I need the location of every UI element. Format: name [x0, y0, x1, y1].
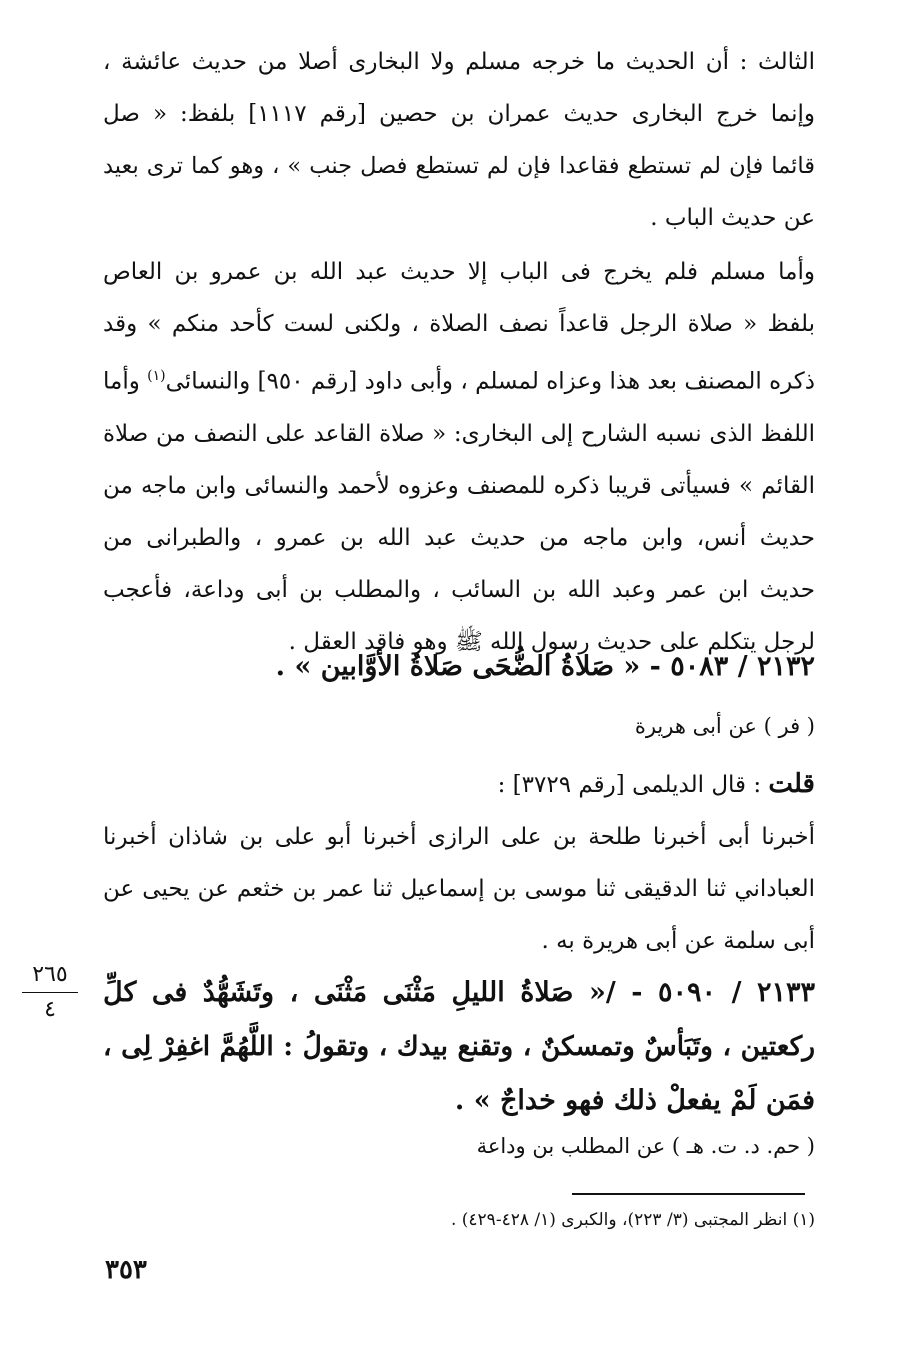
- hadith-heading: ٢١٣٢ / ٥٠٨٣ - « صَلاةُ الضُّحَى صَلاةُ الأوَّابين » .: [275, 651, 815, 682]
- hadith-2132-source-block: [103, 706, 815, 746]
- hadith-2133: [103, 966, 815, 1128]
- footnote: (١) انظر المجتبى (٣/ ٢٢٣)، والكبرى (١/ ٤٢٨-٤٢٩) .: [450, 1210, 815, 1230]
- text-line: أبى سلمة عن أبى هريرة به .: [541, 928, 815, 954]
- margin-reference: [22, 960, 78, 1025]
- text-segment: وأما: [103, 368, 140, 395]
- hadith-source: ( حم. د. ت. هـ ) عن المطلب بن وداعة: [476, 1134, 815, 1158]
- paragraph-2: [103, 246, 815, 668]
- hadith-text-line: ٢١٣٣ / ٥٠٩٠ - /« صَلاةُ الليلِ مَثْنَى مَثْنَى ، وتَشَهُّدٌ فى كلِّ: [103, 977, 815, 1008]
- qult-intro: : قال الديلمى [رقم ٣٧٢٩] :: [497, 772, 762, 798]
- qult-intro-line: [103, 758, 815, 811]
- footnote-separator: [572, 1193, 805, 1195]
- text-line: القائم » فسيأتى قريبا ذكره للمصنف وعزوه لأحمد والنسائى وابن ماجه من: [103, 472, 815, 499]
- page-number: ٣٥٣: [105, 1255, 147, 1285]
- text-line: بلفظ « صلاة الرجل قاعداً نصف الصلاة ، ولكنى لست كأحد منكم » وقد: [103, 311, 815, 337]
- hadith-source: ( فر ) عن أبى هريرة: [634, 714, 815, 738]
- text-line: اللفظ الذى نسبه الشارح إلى البخارى: « صلاة القاعد على النصف من صلاة: [103, 420, 815, 447]
- text-line: وأما مسلم فلم يخرج فى الباب إلا حديث عبد الله بن عمرو بن العاص: [103, 259, 815, 285]
- text-line: لرجل يتكلم على حديث رسول الله ﷺ وهو فاقد العقل .: [288, 628, 815, 655]
- text-line: العباداني ثنا الدقيقى ثنا موسى بن إسماعيل ثنا عمر بن خثعم عن يحيى عن: [103, 876, 815, 902]
- text-segment: ذكره المصنف بعد هذا وعزاه لمسلم ، وأبى داود [رقم ٩٥٠] والنسائى: [165, 368, 816, 395]
- text-line: حديث ابن عمر وعبد الله بن السائب ، والمطلب بن أبى وداعة، فأعجب: [103, 576, 815, 603]
- text-line: الثالث : أن الحديث ما خرجه مسلم ولا البخارى أصلا من حديث عائشة ،: [103, 49, 815, 75]
- paragraph-1: [103, 36, 815, 244]
- text-line: قائما فإن لم تستطع فقاعدا فإن لم تستطع فصل جنب » ، وهو كما ترى بعيد: [103, 153, 815, 179]
- qult-block: [103, 758, 815, 967]
- qult-label: قلت: [768, 769, 815, 799]
- margin-reference-bottom: ٤: [44, 997, 56, 1022]
- hadith-2133-source-block: [103, 1126, 815, 1166]
- hadith-text-line: ركعتين ، وتَبَأسٌ وتمسكنٌ ، وتقنع بيدك ، وتقولُ : اللَّهُمَّ اغفِرْ لِى ،: [103, 1031, 815, 1062]
- footnote-marker: (١): [147, 368, 166, 384]
- text-line: حديث أنس، وابن ماجه من حديث عبد الله بن عمرو ، والطبرانى من: [103, 524, 815, 551]
- margin-reference-top: ٢٦٥: [22, 960, 78, 993]
- hadith-text-line: فمَن لَمْ يفعلْ ذلك فهو خداجٌ » .: [454, 1085, 815, 1116]
- text-line-with-footnote: [103, 350, 815, 408]
- text-line: عن حديث الباب .: [650, 205, 815, 231]
- text-line: أخبرنا أبى أخبرنا طلحة بن على الرازى أخبرنا أبو على بن شاذان أخبرنا: [103, 824, 815, 850]
- text-line: وإنما خرج البخارى حديث عمران بن حصين [رقم ١١١٧] بلفظ: « صل: [103, 101, 815, 127]
- hadith-2132: [103, 640, 815, 694]
